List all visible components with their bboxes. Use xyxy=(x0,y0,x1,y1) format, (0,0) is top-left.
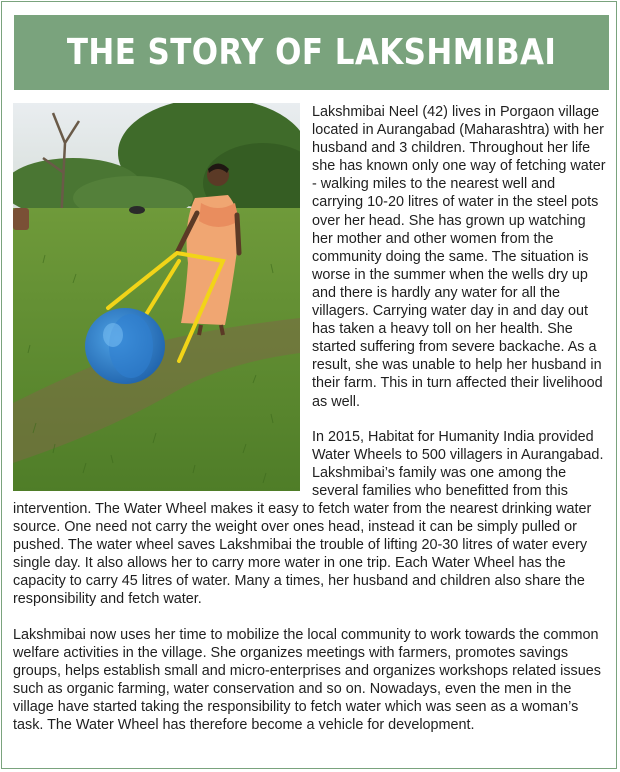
paragraph-2: In 2015, Habitat for Humanity India provided Water Wheels to 500 villagers in Aurangabad. Lakshmibai’s family was one among the several families who benefitted from this intervention. The Water Wheel makes it easy to fetch water from the nearest drinking water source. One need not carry the weight over ones head, instead it can be simply pulled or pushed. The water wheel saves Lakshmibai the trouble of lifting 20-30 litres of water every single day. It also allows her to carry more water in one trip. Each Water Wheel has the capacity to carry 45 litres of water. Many a times, her husband and children also share the responsibility and fetch water. xyxy=(13,428,604,608)
page-frame xyxy=(1,1,617,769)
page-title: THE STORY OF LAKSHMIBAI xyxy=(66,32,557,73)
title-banner xyxy=(14,15,609,90)
paragraph-1: Lakshmibai Neel (42) lives in Porgaon village located in Aurangabad (Maharashtra) with her husband and 3 children. Throughout her life she has known only one way of fetching water - walking miles to the nearest well and carrying 10-20 litres of water in the steel pots over her head. She has grown up watching her mother and other women from the community doing the same. The situation is worse in the summer when the wells dry up and there is hardly any water for all the villagers. Carrying water day in and day out has taken a heavy toll on her health. She started suffering from severe backache. As a result, she was unable to help her husband in their farm. This in turn affected their livelihood as well. xyxy=(312,104,606,410)
paragraph-3: Lakshmibai now uses her time to mobilize the local community to work towards the common welfare activities in the village. She organizes meetings with farmers, promotes savings groups, helps establish small and micro-enterprises and organizes workshops related issues such as organic farming, water conservation and so on. Nowadays, even the men in the village have started taking the responsibility to fetch water which was seen as a woman’s task. The Water Wheel has therefore become a vehicle for development. xyxy=(13,626,601,733)
story-photo xyxy=(13,103,300,491)
story-body xyxy=(13,103,610,734)
